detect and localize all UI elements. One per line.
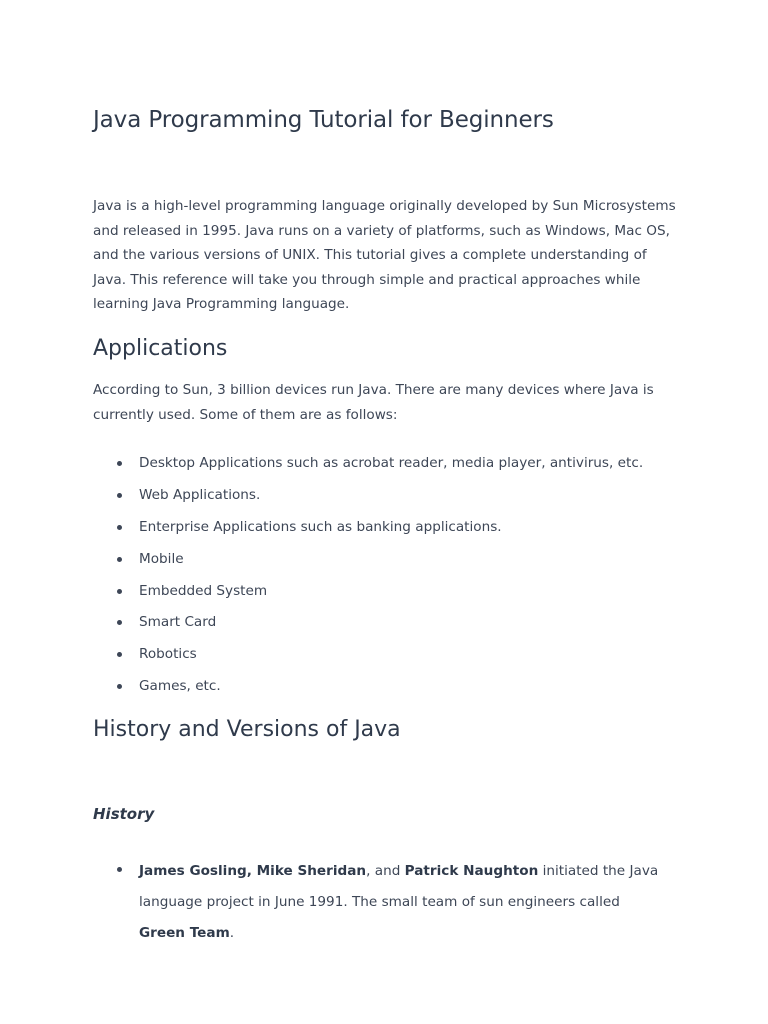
bullet-icon bbox=[117, 557, 122, 562]
page-title: Java Programming Tutorial for Beginners bbox=[93, 107, 554, 133]
history-end: . bbox=[229, 925, 235, 941]
founder-name: Patrick Naughton bbox=[404, 863, 539, 879]
list-item bbox=[93, 579, 683, 611]
intro-paragraph: Java is a high-level programming language originally developed by Sun Microsystems and released in 1995. Java runs on a variety of platforms, such as Windows, Mac OS, and the various versions of UNIX. This tutorial gives a complete understanding of Java. This reference will take you through simple and practical approaches while learning Java Programming language. bbox=[93, 198, 676, 312]
list-item-text: Desktop Applications such as acrobat reader, media player, antivirus, etc. bbox=[139, 455, 644, 471]
history-list bbox=[93, 856, 683, 949]
list-item-text: Robotics bbox=[139, 646, 197, 663]
applications-paragraph: According to Sun, 3 billion devices run Java. There are many devices where Java is currently used. Some of them are as follows: bbox=[93, 382, 654, 423]
list-item-text: Mobile bbox=[139, 550, 184, 567]
bullet-icon bbox=[117, 652, 122, 657]
list-item-text: Web Applications. bbox=[139, 486, 261, 503]
applications-list bbox=[93, 451, 683, 706]
bullet-icon bbox=[117, 589, 122, 594]
history-text: initiated the Java language project in June 1991. The small team of sun engineers called bbox=[139, 863, 659, 910]
connector-text: , and bbox=[366, 863, 405, 879]
list-item bbox=[93, 642, 683, 674]
list-item-text: Games, etc. bbox=[139, 678, 221, 695]
bullet-icon bbox=[117, 867, 122, 872]
team-name: Green Team bbox=[139, 925, 230, 941]
bullet-icon bbox=[117, 461, 122, 466]
history-versions-heading: History and Versions of Java bbox=[93, 717, 401, 742]
list-item bbox=[93, 674, 683, 706]
bullet-icon bbox=[117, 525, 122, 530]
applications-heading: Applications bbox=[93, 336, 228, 361]
bullet-icon bbox=[117, 493, 122, 498]
list-item bbox=[93, 610, 683, 642]
list-item-text: Smart Card bbox=[139, 614, 217, 631]
list-item bbox=[93, 483, 683, 515]
bullet-icon bbox=[117, 620, 122, 625]
bullet-icon bbox=[117, 684, 122, 689]
founders-names: James Gosling, Mike Sheridan bbox=[139, 863, 367, 879]
list-item-text: Enterprise Applications such as banking applications. bbox=[139, 518, 502, 535]
list-item bbox=[93, 547, 683, 579]
history-subheading: History bbox=[93, 805, 155, 823]
list-item bbox=[93, 451, 683, 483]
list-item bbox=[93, 515, 683, 547]
list-item-text: Embedded System bbox=[139, 582, 268, 599]
list-item bbox=[93, 856, 659, 949]
